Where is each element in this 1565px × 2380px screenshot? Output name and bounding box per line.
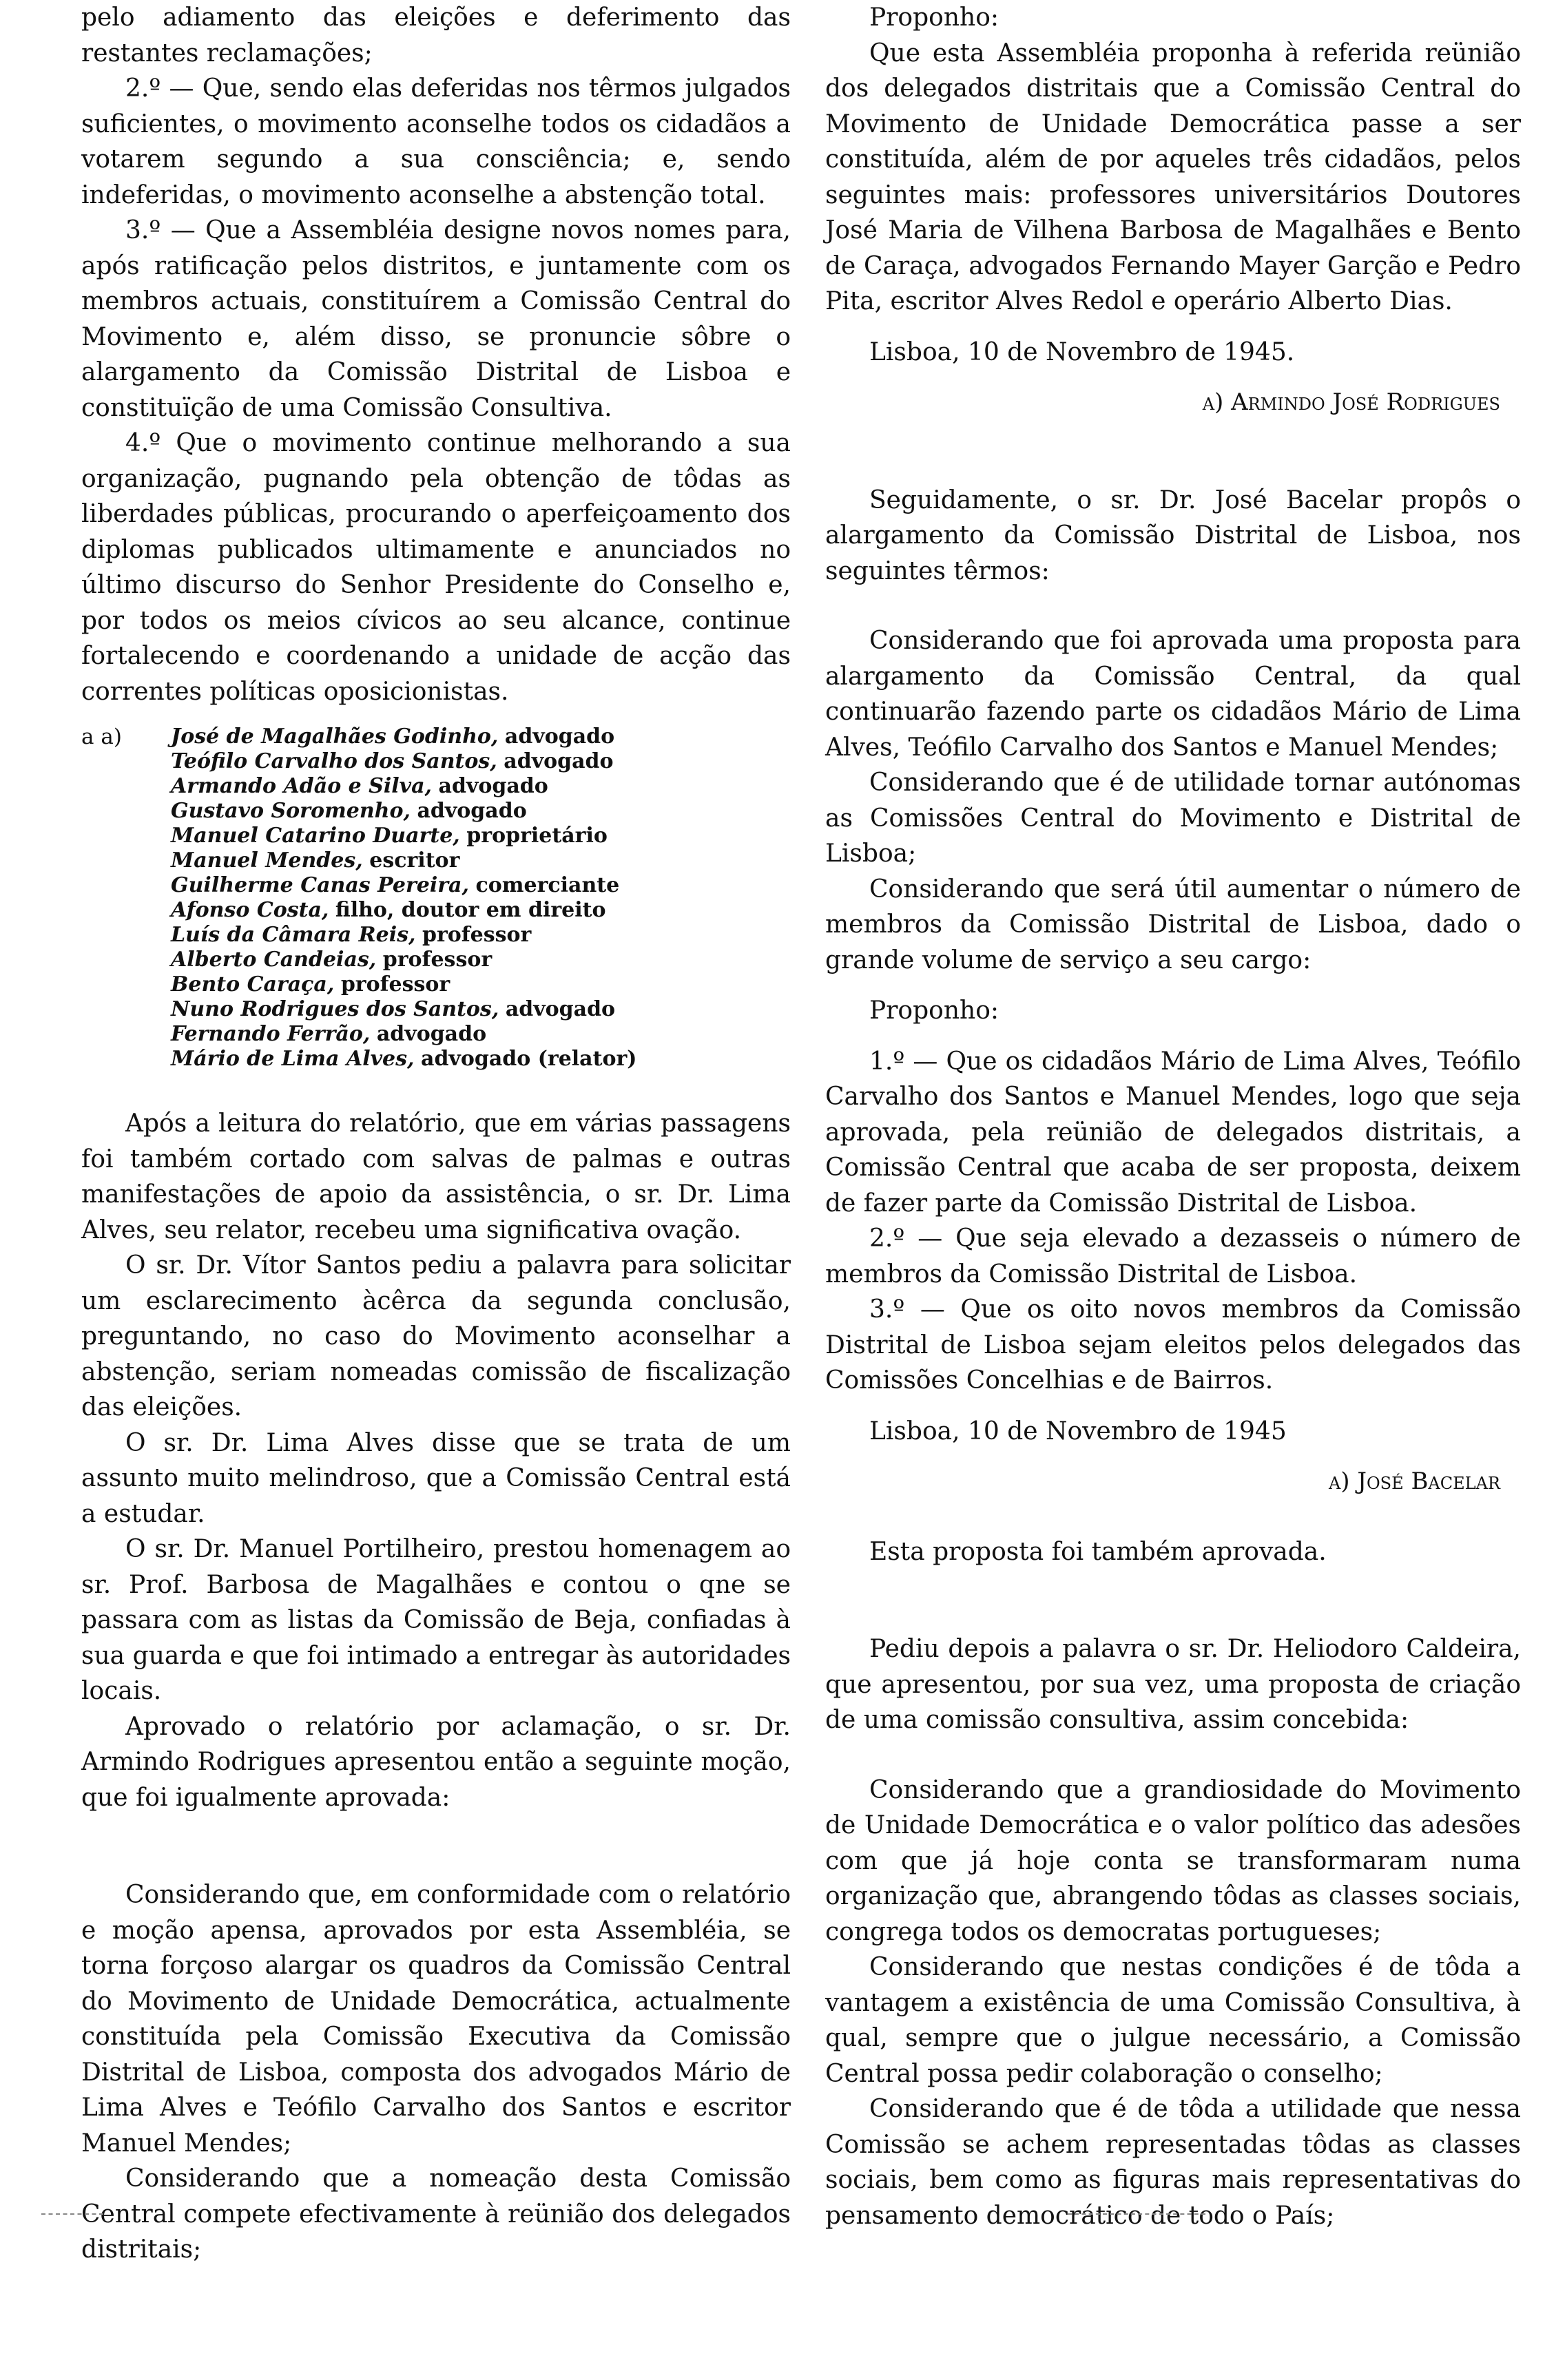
signatory-role: professor [340,972,450,996]
signatory-role: advogado (relator) [421,1047,637,1071]
signatory-role: comerciante [475,873,620,897]
paragraph: 2.º — Que seja elevado a dezasseis o número de membros da Comissão Distrital de Lisboa. [825,1224,1521,1288]
signatory [171,898,637,923]
signatory [171,948,637,972]
signatory-role: proprietário [466,824,608,848]
signatory-name: Luís da Câmara Reis, [171,923,416,947]
signatory [171,972,637,997]
footer-rule [1068,2213,1205,2215]
paragraph: O sr. Dr. Manuel Portilheiro, prestou homenagem ao sr. Prof. Barbosa de Magalhães e contou o qne se passara com as listas da Comissão de Beja, confiadas à sua guarda e que foi intimado a entregar às autoridades locais. [81,1535,791,1705]
dateline: Lisboa, 10 de Novembro de 1945 [869,1417,1287,1445]
signatory-role: professor [382,948,493,972]
paragraph: Aprovado o relatório por aclamação, o sr. Dr. Armindo Rodrigues apresentou então a seguinte moção, que foi igualmente aprovada: [81,1712,791,1812]
paragraph: 2.º — Que, sendo elas deferidas nos têrmos julgados suficientes, o movimento aconselhe todos os cidadãos a votarem segundo a sua consciência; e, sendo indeferidas, o movimento aconselhe a abstenção total. [81,74,791,209]
signatory-name: Bento Caraça, [171,972,335,996]
paragraph: 1.º — Que os cidadãos Mário de Lima Alves, Teófilo Carvalho dos Santos e Manuel Mendes, logo que seja aprovada, pela reünião de delegados distritais, a Comissão Central que acaba de ser proposta, deixem de fazer parte da Comissão Distrital de Lisboa. [825,1047,1521,1218]
signatory [171,774,637,799]
signatory [171,724,637,749]
paragraph: Seguidamente, o sr. Dr. José Bacelar propôs o alargamento da Comissão Distrital de Lisboa, nos seguintes têrmos: [825,486,1521,585]
signatory [171,923,637,948]
signatory-role: advogado [504,724,615,749]
signatories-list [171,724,637,1072]
signatory-name: José de Magalhães Godinho, [171,724,499,749]
signatory-name: Gustavo Soromenho, [171,799,411,823]
signatory-name: Mário de Lima Alves, [171,1047,415,1071]
signatories-marker: a a) [81,724,122,749]
paragraph: 4.º Que o movimento continue melhorando a sua organização, pugnando pela obtenção de tôdas as liberdades públicas, procurando o aperfeiçoamento dos diplomas publicados ultimamente e anunciados no último discurso do Senhor Presidente do Conselho e, por todos os meios cívicos ao seu alcance, continue fortalecendo e coordenando a unidade de acção das correntes políticas oposicionistas. [81,429,791,706]
paragraph: Considerando que é de utilidade tornar autónomas as Comissões Central do Movimento e Distrital de Lisboa; [825,769,1521,868]
paragraph: Pediu depois a palavra o sr. Dr. Heliodoro Caldeira, que apresentou, por sua vez, uma proposta de criação de uma comissão consultiva, assim concebida: [825,1635,1521,1734]
right-column [825,0,1521,2233]
paragraph: Considerando que nestas condições é de tôda a vantagem a existência de uma Comissão Consultiva, à qual, sempre que o julgue necessário, a Comissão Central possa pedir colaboração o conselho; [825,1953,1521,2088]
signatory [171,1022,637,1047]
paragraph: Esta proposta foi também aprovada. [869,1537,1327,1566]
paragraph: Proponho: [869,996,999,1025]
signatory-role: advogado [504,749,614,773]
signature-line: a) José Bacelar [1328,1468,1500,1495]
dateline: Lisboa, 10 de Novembro de 1945. [869,337,1295,366]
signature-line: a) Armindo José Rodrigues [1202,388,1500,416]
signatory-role: advogado [438,774,548,798]
signatory-name: Guilherme Canas Pereira, [171,873,469,897]
paragraph: pelo adiamento das eleições e deferimento das restantes reclamações; [81,3,791,67]
paragraph: Considerando que será útil aumentar o número de membros da Comissão Distrital de Lisboa, dado o grande volume de serviço a seu cargo: [825,875,1521,974]
signatory-role: advogado [376,1022,487,1046]
paragraph: Considerando que, em conformidade com o relatório e moção apensa, aprovados por esta Assembléia, se torna forçoso alargar os quadros da Comissão Central do Movimento de Unidade Democrática, actualmente constituída pela Comissão Executiva da Comissão Distrital de Lisboa, composta dos advogados Mário de Lima Alves e Teófilo Carvalho dos Santos e escritor Manuel Mendes; [81,1881,791,2158]
paragraph: Considerando que a grandiosidade do Movimento de Unidade Democrática e o valor político das adesões com que já hoje conta se transformaram numa organização que, abrangendo tôdas as classes sociais, congrega todos os democratas portugueses; [825,1775,1521,1946]
signatory-name: Fernando Ferrão, [171,1022,371,1046]
signatory-name: Armando Adão e Silva, [171,774,432,798]
signatories-block [81,724,791,1072]
signatory [171,997,637,1022]
signatory-name: Afonso Costa, [171,898,329,922]
paragraph: Considerando que a nomeação desta Comissão Central compete efectivamente à reünião dos delegados distritais; [81,2164,791,2264]
signatory-role: advogado [505,997,616,1021]
paragraph: Considerando que é de tôda a utilidade que nessa Comissão se achem representadas tôdas as classes sociais, bem como as figuras mais representativas do pensamento democrático de todo o País; [825,2095,1521,2230]
signatory [171,873,637,898]
signatory [171,1047,637,1072]
signatory [171,824,637,848]
signatory-role: escritor [369,848,460,873]
paragraph: Proponho: [869,3,999,32]
signatory-name: Manuel Mendes, [171,848,363,873]
signatory-name: Nuno Rodrigues dos Santos, [171,997,499,1021]
signatory [171,749,637,774]
signatory-role: filho, doutor em direito [335,898,606,922]
paragraph: Após a leitura do relatório, que em várias passagens foi também cortado com salvas de palmas e outras manifestações de apoio da assistência, o sr. Dr. Lima Alves, seu relator, recebeu uma significativa ovação. [81,1109,791,1244]
signatory-name: Manuel Catarino Duarte, [171,824,460,848]
left-column [81,0,791,2268]
paragraph: 3.º — Que a Assembléia designe novos nomes para, após ratificação pelos distritos, e juntamente com os membros actuais, constituírem a Comissão Central do Movimento e, além disso, se pronuncie sôbre o alargamento da Comissão Distrital de Lisboa e constituïção de uma Comissão Consultiva. [81,216,791,422]
signatory [171,799,637,824]
paragraph: 3.º — Que os oito novos membros da Comissão Distrital de Lisboa sejam eleitos pelos delegados das Comissões Concelhias e de Bairros. [825,1295,1521,1395]
paragraph: Considerando que foi aprovada uma proposta para alargamento da Comissão Central, da qual continuarão fazendo parte os cidadãos Mário de Lima Alves, Teófilo Carvalho dos Santos e Manuel Mendes; [825,627,1521,762]
signatory-name: Alberto Candeias, [171,948,377,972]
signatory-role: advogado [417,799,527,823]
signatory-role: professor [422,923,532,947]
paragraph: Que esta Assembléia proponha à referida reünião dos delegados distritais que a Comissão Central do Movimento de Unidade Democrática passe a ser constituída, além de por aqueles três cidadãos, pelos seguintes mais: professores universitários Doutores José Maria de Vilhena Barbosa de Magalhães e Bento de Caraça, advogados Fernando Mayer Garção e Pedro Pita, escritor Alves Redol e operário Alberto Dias. [825,39,1521,315]
signatory-name: Teófilo Carvalho dos Santos, [171,749,497,773]
paragraph: O sr. Dr. Vítor Santos pediu a palavra para solicitar um esclarecimento àcêrca da segunda conclusão, preguntando, no caso do Movimento aconselhar a abstenção, seriam nomeadas comissão de fiscalização das eleições. [81,1251,791,1421]
signatory [171,848,637,873]
footer-rule [41,2213,103,2215]
paragraph: O sr. Dr. Lima Alves disse que se trata de um assunto muito melindroso, que a Comissão Central está a estudar. [81,1428,791,1528]
